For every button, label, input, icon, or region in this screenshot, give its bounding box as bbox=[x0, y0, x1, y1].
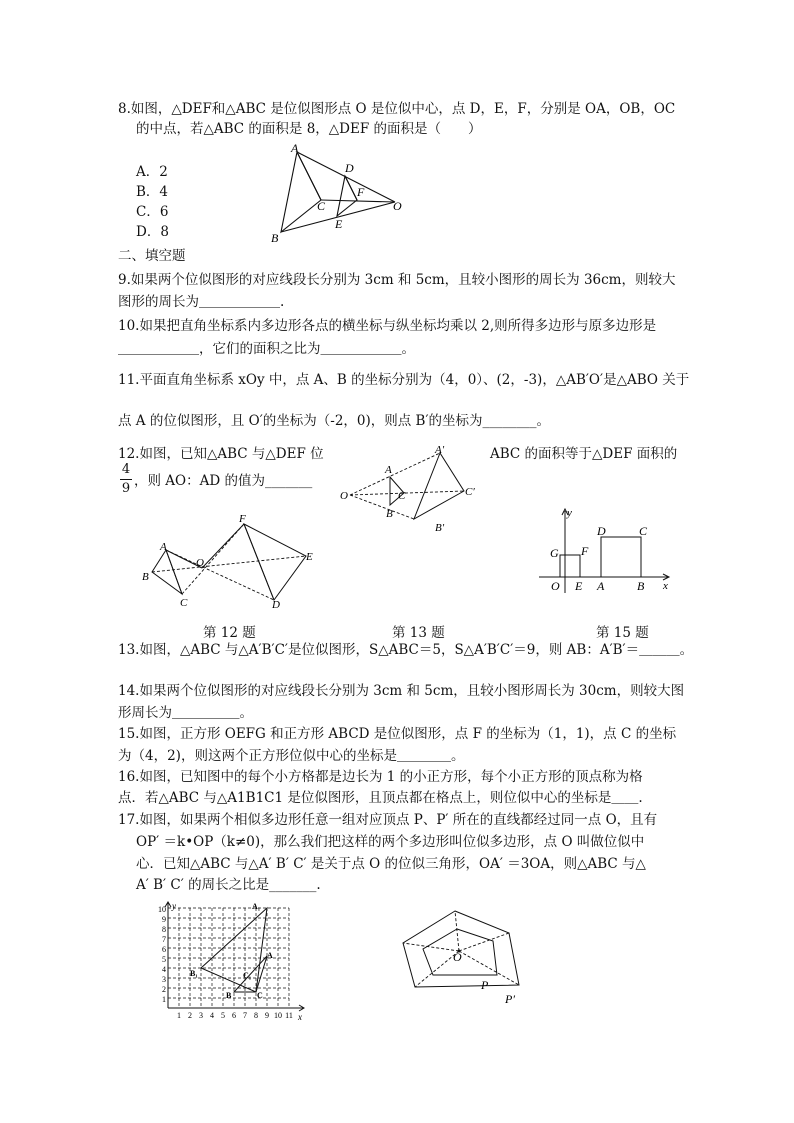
q8-figure bbox=[265, 140, 415, 245]
q16-label-c1: C₁ bbox=[243, 971, 252, 980]
q11-line2: 点 A 的位似图形，且 O′的坐标为（-2，0)，则点 B′的坐标为________。 bbox=[118, 413, 551, 429]
q13-figure bbox=[338, 443, 488, 538]
q15-label-d: D bbox=[597, 524, 606, 538]
q13-label-a-prime: A′ bbox=[435, 444, 445, 456]
q16-y-axis-ticks bbox=[158, 905, 166, 1004]
q8-line2: 的中点，若△ABC 的面积是 8，△DEF 的面积是（ ） bbox=[136, 121, 482, 137]
q17-label-p: P bbox=[481, 978, 489, 992]
q15-label-y: y bbox=[567, 507, 572, 519]
q8-label-d: D bbox=[345, 161, 354, 175]
q16-label-b1: B₁ bbox=[190, 969, 198, 978]
q16-x-tick: 2 bbox=[188, 1011, 192, 1020]
q17-label-o: O bbox=[453, 950, 462, 964]
q16-label-c: C bbox=[257, 991, 263, 1000]
q16-x-tick: 8 bbox=[254, 1011, 258, 1020]
q16-label-b: B bbox=[226, 991, 232, 1000]
q16-y-tick: 7 bbox=[162, 935, 166, 944]
q12-line1a: 12.如图，已知△ABC 与△DEF 位 bbox=[118, 446, 324, 462]
q12-label-a: A bbox=[160, 541, 167, 553]
q8-option-b: B．4 bbox=[136, 184, 169, 200]
q12-fraction-bar bbox=[120, 479, 132, 480]
q12-fraction-numerator: 4 bbox=[121, 462, 131, 477]
q16-y-tick: 10 bbox=[158, 905, 166, 914]
q15-line2: 为（4，2)，则这两个正方形位似中心的坐标是＿＿＿＿。 bbox=[118, 748, 465, 764]
q9-line1: 9.如果两个位似图形的对应线段长分别为 3cm 和 5cm，且较小图形的周长为 36cm，则较大 bbox=[118, 272, 676, 288]
q8-label-b: B bbox=[271, 231, 279, 245]
caption-q12: 第 12 题 bbox=[203, 625, 256, 641]
q15-label-x: x bbox=[663, 580, 668, 592]
q8-label-f: F bbox=[357, 185, 365, 199]
q8-label-e: E bbox=[335, 217, 343, 231]
caption-q13: 第 13 题 bbox=[392, 625, 445, 641]
q12-label-o: O bbox=[196, 557, 204, 569]
q12-label-f: F bbox=[239, 513, 246, 525]
q16-label-x: x bbox=[298, 1012, 302, 1022]
q8-option-d: D．8 bbox=[136, 224, 169, 240]
q16-label-a: A bbox=[267, 951, 273, 960]
q16-x-tick: 9 bbox=[265, 1011, 269, 1020]
q13-text: 13.如图，△ABC 与△A′B′C′是位似图形，S△ABC＝5，S△A′B′C′＝9，则 AB：A′B′＝＿＿＿。 bbox=[118, 642, 694, 658]
q13-label-c-prime: C′ bbox=[465, 486, 475, 498]
q14-line2: 形周长为＿＿＿＿＿。 bbox=[118, 705, 253, 721]
q16-x-tick: 10 bbox=[274, 1011, 282, 1020]
q16-y-tick: 8 bbox=[162, 925, 166, 934]
q13-label-o: O bbox=[340, 490, 348, 502]
q15-label-b: B bbox=[637, 579, 645, 593]
q12-line2: ，则 AO：AD 的值为_______ bbox=[134, 473, 313, 489]
q12-line1b: ABC 的面积等于△DEF 面积的 bbox=[490, 446, 678, 462]
q12-label-d: D bbox=[272, 599, 280, 610]
q12-label-b: B bbox=[142, 571, 149, 583]
q16-figure bbox=[148, 898, 308, 1023]
q15-label-a: A bbox=[597, 579, 605, 593]
q14-line1: 14.如果两个位似图形的对应线段长分别为 3cm 和 5cm，且较小图形周长为 30cm，则较大图 bbox=[118, 683, 685, 699]
q15-label-e: E bbox=[575, 579, 583, 593]
q15-line1: 15.如图，正方形 OEFG 和正方形 ABCD 是位似图形，点 F 的坐标为（1，1)，点 C 的坐标 bbox=[118, 726, 677, 742]
q16-y-tick: 6 bbox=[162, 945, 166, 954]
q16-x-tick: 4 bbox=[210, 1011, 214, 1020]
q16-line1: 16.如图，已知图中的每个小方格都是边长为 1 的小正方形，每个小正方形的顶点称为格 bbox=[118, 769, 643, 785]
q8-option-c: C．6 bbox=[136, 204, 169, 220]
q17-line2: OP′ ＝k•OP（k≠0)，那么我们把这样的两个多边形叫位似多边形，点 O 叫做位似中 bbox=[136, 834, 645, 850]
q13-label-b: B bbox=[386, 508, 393, 520]
q9-line2: 图形的周长为＿＿＿＿＿＿. bbox=[118, 294, 285, 310]
q12-figure bbox=[140, 510, 320, 610]
q10-line2: ＿＿＿＿＿＿，它们的面积之比为＿＿＿＿＿＿。 bbox=[118, 341, 415, 357]
q16-y-tick: 2 bbox=[162, 985, 166, 994]
q12-label-c: C bbox=[180, 597, 188, 609]
q16-line2: 点．若△ABC 与△A1B1C1 是位似图形，且顶点都在格点上，则位似中心的坐标是＿＿. bbox=[118, 790, 643, 806]
q17-line1: 17.如图，如果两个相似多边形任意一组对应顶点 P、P′ 所在的直线都经过同一点 O，且有 bbox=[118, 812, 658, 828]
q16-label-y: y bbox=[172, 901, 176, 911]
q8-line1: 8.如图，△DEF和△ABC 是位似图形点 O 是位似中心，点 D，E，F，分别是 OA，OB，OC bbox=[118, 101, 676, 117]
q17-label-p-prime: P′ bbox=[505, 992, 515, 1006]
q8-label-c: C bbox=[317, 199, 326, 213]
q15-figure bbox=[535, 505, 675, 597]
q13-label-b-prime: B′ bbox=[435, 522, 445, 534]
q16-x-tick: 6 bbox=[232, 1011, 236, 1020]
q17-figure bbox=[395, 905, 555, 1015]
q15-label-f: F bbox=[581, 544, 589, 558]
caption-q15: 第 15 题 bbox=[596, 625, 649, 641]
q16-y-tick: 9 bbox=[162, 915, 166, 924]
q16-x-tick: 11 bbox=[285, 1011, 293, 1020]
q16-y-tick: 3 bbox=[162, 975, 166, 984]
q8-label-a: A bbox=[291, 141, 299, 155]
q15-label-o: O bbox=[551, 579, 560, 593]
q16-x-tick: 7 bbox=[243, 1011, 247, 1020]
q12-label-e: E bbox=[306, 551, 313, 563]
q17-line4: A′ B′ C′ 的周长之比是_______. bbox=[136, 877, 321, 893]
section-title: 二、填空题 bbox=[118, 248, 186, 264]
q16-x-tick: 5 bbox=[221, 1011, 225, 1020]
q16-x-tick: 1 bbox=[177, 1011, 181, 1020]
q15-label-c: C bbox=[639, 524, 648, 538]
q16-label-a1: A₁ bbox=[252, 902, 261, 911]
q17-line3: 心．已知△ABC 与△A′ B′ C′ 是关于点 O 的位似三角形，OA′ ＝3OA，则△ABC 与△ bbox=[136, 856, 646, 872]
q8-label-o: O bbox=[393, 199, 402, 213]
q16-x-tick: 3 bbox=[199, 1011, 203, 1020]
q8-option-a: A．2 bbox=[136, 164, 168, 180]
q11-line1: 11.平面直角坐标系 xOy 中，点 A、B 的坐标分别为（4，0）、(2，-3)，△AB′O′是△ABO 关于 bbox=[118, 372, 690, 388]
q10-line1: 10.如果把直角坐标系内多边形各点的横坐标与纵坐标均乘以 2,则所得多边形与原多边形是 bbox=[118, 318, 657, 334]
q16-y-tick: 1 bbox=[162, 995, 166, 1004]
q16-y-tick: 4 bbox=[162, 965, 166, 974]
q16-x-axis-ticks bbox=[177, 1011, 293, 1020]
q13-label-c: C bbox=[398, 490, 406, 502]
q13-label-a: A bbox=[385, 464, 392, 476]
q15-label-g: G bbox=[550, 546, 559, 560]
q12-fraction-denominator: 9 bbox=[121, 481, 131, 496]
q16-y-tick: 5 bbox=[162, 955, 166, 964]
